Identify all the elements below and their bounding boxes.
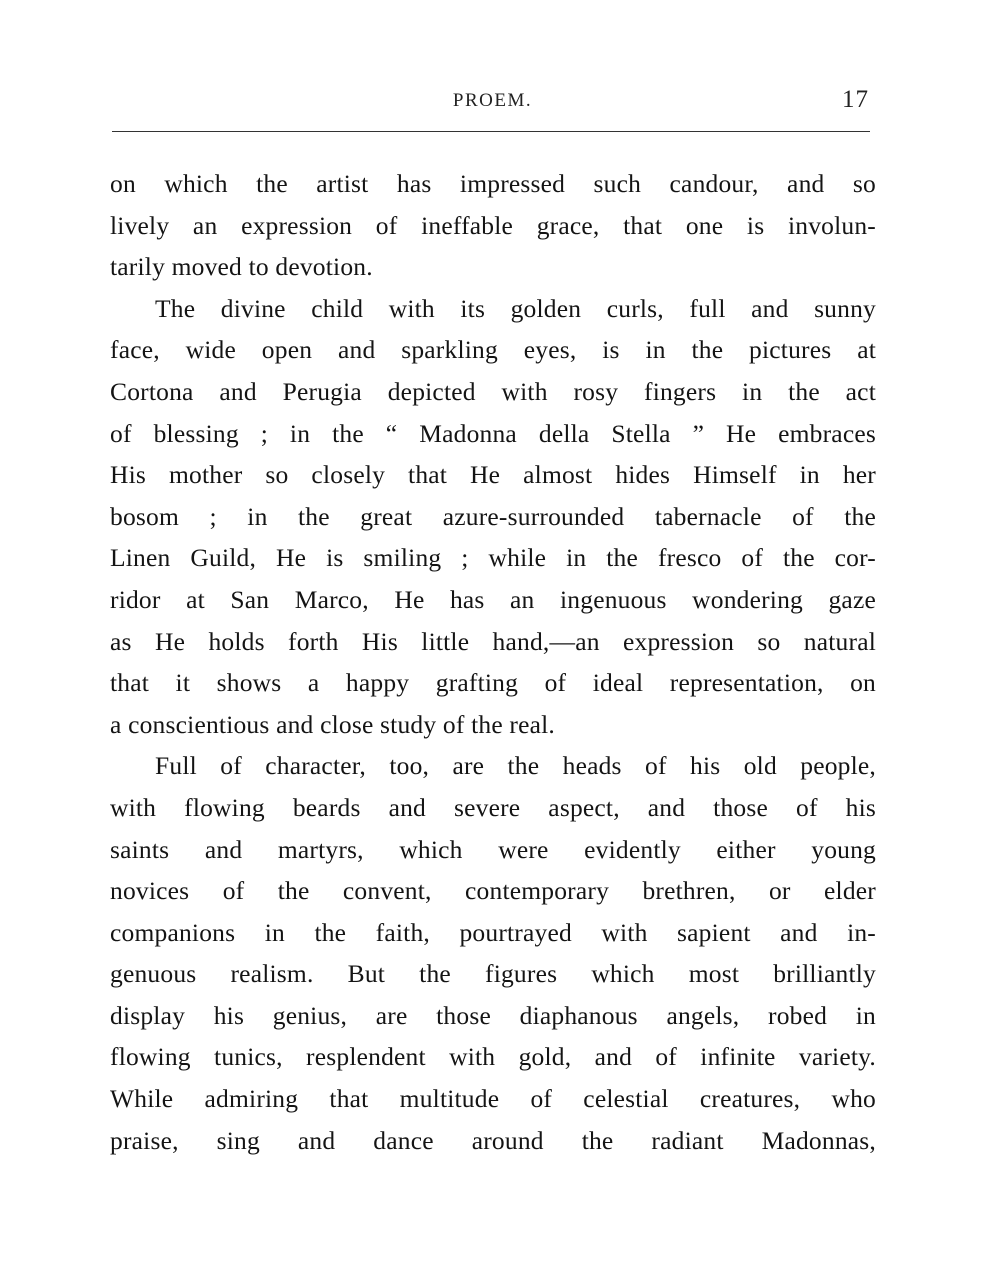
text-line: novices of the convent, contemporary brethren, or elder	[110, 876, 876, 906]
header-rule	[112, 131, 870, 132]
text-line: display his genius, are those diaphanous angels, robed in	[110, 1000, 876, 1030]
text-line: saints and martyrs, which were evidently either young	[110, 834, 876, 864]
text-line: bosom ; in the great azure-surrounded tabernacle of the	[110, 501, 876, 531]
text-line: Cortona and Perugia depicted with rosy fingers in the act	[110, 376, 876, 406]
text-line: face, wide open and sparkling eyes, is in the pictures at	[110, 335, 876, 365]
text-line: tarily moved to devotion.	[110, 252, 373, 282]
text-line: Full of character, too, are the heads of his old people,	[155, 751, 876, 781]
text-line: a conscientious and close study of the real.	[110, 709, 556, 739]
text-line: The divine child with its golden curls, full and sunny	[155, 293, 876, 323]
text-line: that it shows a happy grafting of ideal representation, on	[110, 668, 876, 698]
text-line: flowing tunics, resplendent with gold, and of infinite variety.	[110, 1042, 876, 1072]
body-text	[110, 163, 876, 1161]
text-line: ridor at San Marco, He has an ingenuous wondering gaze	[110, 584, 876, 614]
text-line: His mother so closely that He almost hides Himself in her	[110, 460, 876, 490]
text-line: praise, sing and dance around the radiant Madonnas,	[110, 1125, 876, 1155]
text-line: companions in the faith, pourtrayed with sapient and in-	[110, 917, 876, 947]
running-head	[110, 88, 875, 118]
text-line: as He holds forth His little hand,—an expression so natural	[110, 626, 876, 656]
text-line: While admiring that multitude of celestial creatures, who	[110, 1084, 876, 1114]
text-line: of blessing ; in the “ Madonna della Stella ” He embraces	[110, 418, 876, 448]
text-line: lively an expression of ineffable grace, that one is involun-	[110, 210, 876, 240]
running-title: PROEM.	[452, 90, 533, 111]
text-line: Linen Guild, He is smiling ; while in the fresco of the cor-	[110, 543, 876, 573]
page-number: 17	[842, 86, 869, 113]
text-line: with flowing beards and severe aspect, and those of his	[110, 792, 876, 822]
text-line: on which the artist has impressed such candour, and so	[110, 169, 876, 198]
text-line: genuous realism. But the figures which most brilliantly	[110, 959, 876, 989]
